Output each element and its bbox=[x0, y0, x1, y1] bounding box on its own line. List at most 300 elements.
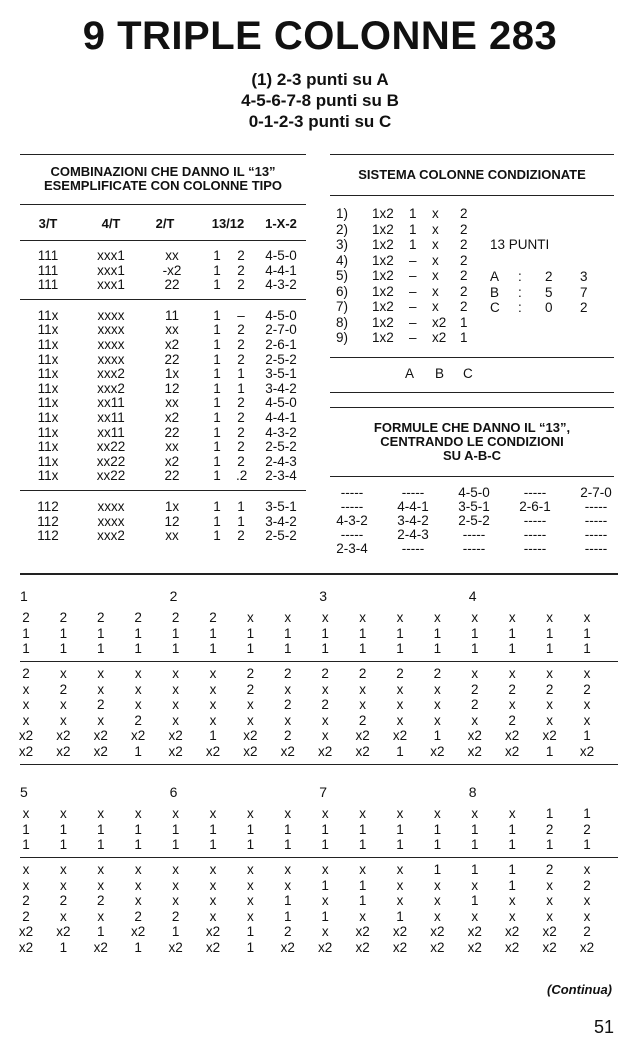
formule-cell: 4-4-1 bbox=[397, 499, 429, 514]
grid-cell: 2 bbox=[321, 697, 329, 712]
grid-cell: x bbox=[321, 862, 329, 877]
grid-cell: 1 bbox=[583, 806, 591, 821]
sistema-cell: 2 bbox=[460, 221, 468, 237]
grid-cell: x bbox=[359, 908, 366, 924]
table-cell: xxx1 bbox=[97, 262, 125, 278]
grid-cell: x2 bbox=[205, 743, 221, 759]
sistema-cell: 1 bbox=[409, 221, 417, 237]
condition-cell: 7 bbox=[580, 284, 588, 300]
column-header: 13/12 bbox=[211, 216, 245, 231]
column-group-label: 6 bbox=[169, 784, 178, 800]
grid-cell: 1 bbox=[433, 837, 442, 852]
grid-cell: 1 bbox=[321, 641, 329, 656]
grid-cell: x bbox=[22, 877, 30, 893]
grid-cell: x bbox=[396, 806, 404, 821]
formule-cell: ----- bbox=[462, 541, 486, 556]
sistema-cell: 1x2 bbox=[372, 237, 394, 252]
sistema-cell: x bbox=[432, 299, 439, 314]
grid-cell: x bbox=[209, 908, 217, 924]
condition-cell: 2 bbox=[545, 269, 553, 284]
table-cell: 11x bbox=[37, 453, 59, 469]
formule-cell: ----- bbox=[340, 527, 364, 542]
grid-cell: x bbox=[321, 806, 329, 821]
grid-cell: x bbox=[134, 681, 142, 697]
grid-cell: x2 bbox=[505, 743, 520, 759]
grid-cell: 1 bbox=[97, 625, 105, 641]
grid-cell: x2 bbox=[18, 743, 34, 759]
grid-cell: x bbox=[546, 666, 553, 681]
formule-cell: ----- bbox=[584, 513, 608, 528]
grid-cell: x bbox=[172, 862, 179, 877]
grid-cell: 2 bbox=[396, 666, 404, 681]
grid-cell: x2 bbox=[542, 728, 557, 743]
grid-cell: x2 bbox=[355, 743, 370, 759]
condition-cell: 3 bbox=[580, 269, 588, 284]
sistema-cell: 9) bbox=[336, 330, 349, 345]
formule-cell: 2-3-4 bbox=[336, 541, 368, 556]
grid-cell: x bbox=[172, 712, 179, 728]
grid-cell: 1 bbox=[59, 625, 68, 641]
grid-cell: 1 bbox=[433, 821, 442, 837]
sistema-cell: x2 bbox=[432, 330, 447, 345]
grid-cell: x bbox=[434, 681, 441, 697]
table-cell: 3-4-2 bbox=[265, 380, 297, 396]
sistema-cell: 1 bbox=[460, 314, 468, 330]
table-cell: 1 bbox=[237, 499, 245, 514]
table-cell: 2 bbox=[237, 410, 245, 425]
grid-cell: 1 bbox=[471, 862, 479, 877]
sistema-header: SISTEMA COLONNE CONDIZIONATE bbox=[358, 167, 586, 182]
grid-cell: x2 bbox=[18, 924, 34, 939]
grid-cell: 1 bbox=[508, 837, 516, 852]
table-cell: 2-3-4 bbox=[265, 468, 297, 484]
table-cell: x2 bbox=[164, 453, 180, 469]
grid-cell: 2 bbox=[59, 681, 68, 697]
grid-cell: 1 bbox=[471, 625, 479, 641]
table-cell: 1 bbox=[213, 528, 221, 544]
abc-label: C bbox=[463, 366, 473, 381]
grid-cell: 2 bbox=[583, 877, 591, 893]
grid-cell: x2 bbox=[505, 939, 520, 955]
sistema-cell: 2 bbox=[460, 268, 468, 283]
sistema-cell: 2 bbox=[460, 252, 468, 268]
sistema-cell: x bbox=[432, 252, 439, 268]
table-cell: 11x bbox=[37, 307, 59, 323]
table-cell: -x2 bbox=[162, 262, 182, 278]
sistema-cell: – bbox=[409, 314, 417, 330]
grid-cell: x bbox=[546, 610, 553, 625]
grid-cell: 2 bbox=[171, 908, 180, 924]
grid-cell: x bbox=[546, 877, 553, 893]
grid-cell: x bbox=[508, 610, 516, 625]
grid-cell: 2 bbox=[59, 893, 68, 908]
table-cell: 2-5-2 bbox=[265, 439, 297, 455]
table-cell: 3-4-2 bbox=[265, 513, 297, 529]
table-cell: 1 bbox=[213, 468, 221, 484]
grid-cell: 1 bbox=[358, 625, 367, 641]
grid-cell: x bbox=[172, 681, 179, 697]
grid-cell: x bbox=[434, 697, 441, 712]
grid-cell: x bbox=[60, 697, 67, 712]
grid-cell: x2 bbox=[93, 939, 108, 955]
table-cell: xx22 bbox=[96, 453, 126, 469]
subtitle-line-3: 0-1-2-3 punti su C bbox=[248, 112, 392, 131]
formule-cell: 3-4-2 bbox=[397, 513, 429, 528]
grid-cell: 1 bbox=[545, 641, 554, 656]
table-cell: xx22 bbox=[96, 468, 126, 484]
grid-cell: x bbox=[396, 893, 404, 908]
grid-cell: 1 bbox=[508, 821, 516, 837]
grid-cell: 1 bbox=[134, 625, 142, 641]
sistema-cell: 2 bbox=[460, 206, 468, 221]
table-cell: 111 bbox=[37, 277, 59, 293]
grid-cell: 1 bbox=[583, 837, 591, 852]
grid-cell: 1 bbox=[583, 641, 591, 656]
grid-cell: x bbox=[471, 666, 479, 681]
grid-cell: x bbox=[359, 806, 366, 821]
table-cell: xx11 bbox=[97, 410, 125, 425]
grid-cell: x bbox=[583, 908, 591, 924]
table-cell: 12 bbox=[164, 513, 180, 529]
sistema-cell: 1x2 bbox=[372, 330, 394, 345]
sistema-cell: 8) bbox=[336, 314, 349, 330]
grid-cell: x2 bbox=[18, 728, 34, 743]
grid-cell: 2 bbox=[97, 893, 105, 908]
grid-cell: x bbox=[284, 681, 292, 697]
column-group-label: 3 bbox=[319, 588, 327, 604]
sistema-cell: 1 bbox=[460, 330, 468, 345]
table-cell: xxx2 bbox=[97, 528, 125, 544]
table-cell: xxx2 bbox=[97, 366, 125, 382]
grid-cell: 2 bbox=[321, 666, 329, 681]
grid-cell: x bbox=[396, 712, 404, 728]
table-cell: xx bbox=[165, 528, 179, 544]
table-cell: 1 bbox=[213, 248, 221, 263]
column-group-label: 4 bbox=[468, 588, 477, 604]
table-cell: 1 bbox=[213, 424, 221, 440]
grid-cell: 1 bbox=[246, 625, 255, 641]
table-cell: 2 bbox=[237, 277, 245, 293]
grid-cell: x bbox=[359, 681, 366, 697]
grid-cell: x bbox=[172, 877, 179, 893]
table-cell: 11x bbox=[37, 468, 59, 484]
grid-cell: 1 bbox=[433, 641, 442, 656]
grid-cell: 2 bbox=[171, 610, 180, 625]
grid-cell: x bbox=[284, 806, 292, 821]
sistema-cell: 1x2 bbox=[372, 268, 394, 283]
grid-cell: 2 bbox=[22, 893, 30, 908]
table-cell: 111 bbox=[37, 248, 59, 263]
sistema-cell: 1x2 bbox=[372, 314, 394, 330]
grid-cell: x bbox=[247, 712, 254, 728]
grid-cell: 2 bbox=[284, 666, 292, 681]
column-group-label: 5 bbox=[20, 784, 28, 800]
grid-cell: x bbox=[209, 697, 217, 712]
sistema-cell: 1x2 bbox=[372, 252, 394, 268]
table-cell: xx bbox=[165, 248, 179, 263]
punti-label: 13 PUNTI bbox=[490, 237, 550, 252]
grid-cell: 2 bbox=[22, 666, 30, 681]
grid-cell: 2 bbox=[284, 697, 292, 712]
grid-cell: x bbox=[583, 610, 591, 625]
grid-cell: 1 bbox=[209, 728, 217, 743]
grid-cell: x bbox=[172, 666, 179, 681]
grid-cell: 2 bbox=[22, 610, 30, 625]
sistema-cell: – bbox=[409, 299, 417, 314]
condition-cell: : bbox=[518, 300, 522, 315]
grid-cell: x2 bbox=[355, 924, 370, 939]
table-cell: 4-4-1 bbox=[265, 262, 297, 278]
grid-cell: 1 bbox=[171, 837, 180, 852]
grid-cell: x2 bbox=[392, 728, 408, 743]
formule-cell: ----- bbox=[462, 527, 486, 542]
grid-cell: 1 bbox=[209, 625, 217, 641]
grid-cell: 1 bbox=[97, 821, 105, 837]
grid-cell: x bbox=[583, 697, 591, 712]
grid-cell: x bbox=[321, 712, 329, 728]
grid-cell: 1 bbox=[284, 821, 292, 837]
table-cell: 22 bbox=[164, 277, 180, 293]
sistema-cell: 6) bbox=[336, 283, 349, 299]
grid-cell: 2 bbox=[583, 821, 591, 837]
grid-cell: x2 bbox=[18, 939, 34, 955]
formule-cell: ----- bbox=[401, 541, 425, 556]
sistema-cell: 2 bbox=[460, 299, 468, 314]
grid-cell: 1 bbox=[59, 837, 68, 852]
grid-cell: 1 bbox=[59, 939, 68, 955]
sistema-cell: 1x2 bbox=[372, 221, 394, 237]
grid-cell: 1 bbox=[358, 877, 367, 893]
grid-cell: x2 bbox=[579, 939, 595, 955]
grid-cell: x bbox=[60, 908, 67, 924]
grid-cell: 1 bbox=[508, 862, 516, 877]
grid-cell: 1 bbox=[396, 908, 404, 924]
condition-cell: 5 bbox=[545, 284, 553, 300]
grid-cell: x bbox=[209, 893, 217, 908]
grid-cell: x bbox=[471, 877, 479, 893]
condition-cell: B bbox=[490, 284, 500, 300]
table-cell: 4-5-0 bbox=[265, 395, 297, 411]
grid-cell: x bbox=[546, 712, 553, 728]
grid-cell: 2 bbox=[583, 924, 591, 939]
grid-cell: 1 bbox=[171, 641, 180, 656]
table-cell: xxx2 bbox=[97, 380, 125, 396]
grid-cell: x2 bbox=[243, 728, 258, 743]
grid-cell: 1 bbox=[209, 837, 217, 852]
grid-cell: x bbox=[434, 806, 441, 821]
grid-cell: x2 bbox=[355, 939, 370, 955]
table-cell: 4-3-2 bbox=[265, 424, 297, 440]
grid-cell: x bbox=[546, 893, 553, 908]
column-group-label: 8 bbox=[468, 784, 477, 800]
grid-cell: 2 bbox=[284, 924, 292, 939]
grid-cell: x bbox=[546, 697, 553, 712]
sistema-cell: x bbox=[432, 206, 439, 221]
table-cell: xx22 bbox=[96, 439, 126, 455]
table-cell: 1 bbox=[213, 366, 221, 382]
grid-cell: x bbox=[134, 877, 142, 893]
grid-cell: x2 bbox=[56, 924, 71, 939]
grid-cell: 1 bbox=[433, 862, 442, 877]
grid-cell: x bbox=[284, 610, 292, 625]
grid-cell: 1 bbox=[396, 837, 404, 852]
abc-label: B bbox=[435, 366, 445, 381]
grid-cell: x bbox=[97, 877, 105, 893]
table-cell: 2 bbox=[237, 262, 245, 278]
grid-cell: 2 bbox=[246, 666, 255, 681]
sistema-cell: 5) bbox=[336, 268, 349, 283]
table-cell: 2-4-3 bbox=[265, 453, 297, 469]
combinations-header-line-1: COMBINAZIONI CHE DANNO IL “13” bbox=[50, 164, 276, 179]
table-cell: 22 bbox=[164, 468, 180, 484]
grid-cell: x2 bbox=[542, 924, 557, 939]
table-cell: 11x bbox=[37, 424, 59, 440]
sistema-cell: x2 bbox=[432, 314, 447, 330]
table-cell: 1 bbox=[213, 351, 221, 367]
grid-cell: x bbox=[97, 712, 105, 728]
column-group-label: 1 bbox=[20, 588, 28, 604]
grid-cell: 1 bbox=[471, 641, 479, 656]
grid-cell: 1 bbox=[358, 837, 367, 852]
grid-cell: 1 bbox=[246, 821, 255, 837]
sistema-cell: 2 bbox=[460, 283, 468, 299]
table-cell: xxxx bbox=[97, 322, 125, 338]
table-cell: 1 bbox=[237, 366, 245, 382]
grid-cell: 2 bbox=[471, 681, 479, 697]
sistema-cell: – bbox=[409, 268, 417, 283]
grid-cell: x bbox=[60, 862, 67, 877]
table-cell: xxxx bbox=[97, 513, 125, 529]
grid-cell: x bbox=[284, 712, 292, 728]
formule-cell: ----- bbox=[523, 513, 547, 528]
grid-cell: x bbox=[247, 893, 254, 908]
grid-cell: x2 bbox=[467, 924, 482, 939]
formule-cell: 4-5-0 bbox=[458, 485, 490, 500]
grid-cell: 1 bbox=[171, 821, 180, 837]
grid-cell: x bbox=[396, 681, 404, 697]
table-cell: 1 bbox=[213, 410, 221, 425]
table-cell: 1 bbox=[213, 380, 221, 396]
table-cell: 1 bbox=[213, 439, 221, 455]
table-cell: 2 bbox=[237, 248, 245, 263]
grid-cell: x2 bbox=[505, 728, 520, 743]
grid-cell: 1 bbox=[583, 728, 591, 743]
formule-cell: ----- bbox=[584, 541, 608, 556]
grid-cell: 1 bbox=[246, 924, 255, 939]
table-cell: – bbox=[237, 307, 245, 323]
grid-cell: x bbox=[22, 862, 30, 877]
grid-cell: x2 bbox=[467, 939, 482, 955]
abc-label: A bbox=[405, 366, 415, 381]
table-cell: 4-5-0 bbox=[265, 307, 297, 323]
grid-cell: x bbox=[134, 893, 142, 908]
grid-cell: 1 bbox=[508, 625, 516, 641]
grid-cell: x bbox=[134, 697, 142, 712]
grid-cell: x2 bbox=[168, 743, 183, 759]
grid-cell: x2 bbox=[318, 939, 333, 955]
column-header: 1-X-2 bbox=[265, 216, 297, 231]
formule-cell: ----- bbox=[584, 527, 608, 542]
formule-cell: ----- bbox=[401, 485, 425, 500]
grid-cell: x bbox=[321, 893, 329, 908]
grid-cell: x bbox=[434, 893, 441, 908]
table-cell: 2 bbox=[237, 322, 245, 338]
grid-cell: x bbox=[172, 893, 179, 908]
grid-cell: 1 bbox=[59, 641, 68, 656]
grid-cell: x bbox=[22, 712, 30, 728]
grid-cell: 1 bbox=[433, 625, 442, 641]
grid-cell: x bbox=[134, 806, 142, 821]
grid-cell: 1 bbox=[471, 837, 479, 852]
column-header: 2/T bbox=[155, 216, 175, 231]
grid-cell: x2 bbox=[168, 939, 183, 955]
grid-cell: x2 bbox=[430, 743, 445, 759]
grid-cell: x bbox=[209, 712, 217, 728]
grid-cell: x bbox=[434, 908, 441, 924]
grid-cell: x bbox=[209, 877, 217, 893]
grid-cell: x2 bbox=[168, 728, 183, 743]
table-cell: 1 bbox=[213, 499, 221, 514]
grid-cell: 1 bbox=[471, 893, 479, 908]
grid-cell: x bbox=[247, 862, 254, 877]
sistema-cell: x bbox=[432, 268, 439, 283]
grid-cell: 1 bbox=[171, 924, 180, 939]
table-cell: 4-5-0 bbox=[265, 248, 297, 263]
table-cell: 11x bbox=[37, 380, 59, 396]
table-cell: 2 bbox=[237, 424, 245, 440]
grid-cell: 1 bbox=[396, 641, 404, 656]
table-cell: 11x bbox=[37, 410, 59, 425]
grid-cell: x bbox=[434, 877, 441, 893]
grid-cell: 1 bbox=[321, 625, 329, 641]
grid-cell: x bbox=[172, 806, 179, 821]
table-cell: 11x bbox=[37, 439, 59, 455]
grid-cell: 2 bbox=[22, 908, 30, 924]
table-cell: 1 bbox=[213, 322, 221, 338]
grid-cell: x2 bbox=[392, 939, 408, 955]
grid-cell: 2 bbox=[545, 821, 554, 837]
grid-cell: 2 bbox=[97, 610, 105, 625]
sistema-cell: 1 bbox=[409, 206, 417, 221]
grid-cell: x bbox=[60, 666, 67, 681]
grid-cell: x bbox=[60, 712, 67, 728]
grid-cell: x2 bbox=[93, 728, 108, 743]
table-cell: 11x bbox=[37, 395, 59, 411]
sistema-cell: – bbox=[409, 252, 417, 268]
sistema-cell: 7) bbox=[336, 299, 349, 314]
sistema-cell: 1x2 bbox=[372, 283, 394, 299]
condition-cell: C bbox=[490, 300, 500, 315]
grid-cell: x bbox=[22, 697, 30, 712]
page-number: 51 bbox=[593, 1017, 614, 1037]
grid-cell: x bbox=[284, 862, 292, 877]
grid-cell: x bbox=[321, 924, 329, 939]
table-cell: 11x bbox=[37, 351, 59, 367]
grid-cell: 1 bbox=[321, 877, 329, 893]
condition-cell: A bbox=[490, 269, 500, 284]
grid-cell: x2 bbox=[56, 743, 71, 759]
formule-cell: 2-4-3 bbox=[397, 527, 429, 542]
sistema-cell: 1x2 bbox=[372, 299, 394, 314]
combinations-header-line-2: ESEMPLIFICATE CON COLONNE TIPO bbox=[43, 178, 283, 193]
table-cell: 2-6-1 bbox=[265, 337, 297, 352]
grid-cell: x2 bbox=[392, 924, 408, 939]
sistema-cell: 4) bbox=[336, 252, 349, 268]
formule-cell: ----- bbox=[340, 485, 364, 500]
grid-cell: 1 bbox=[22, 641, 30, 656]
grid-cell: 1 bbox=[246, 939, 255, 955]
table-cell: .2 bbox=[236, 468, 248, 484]
